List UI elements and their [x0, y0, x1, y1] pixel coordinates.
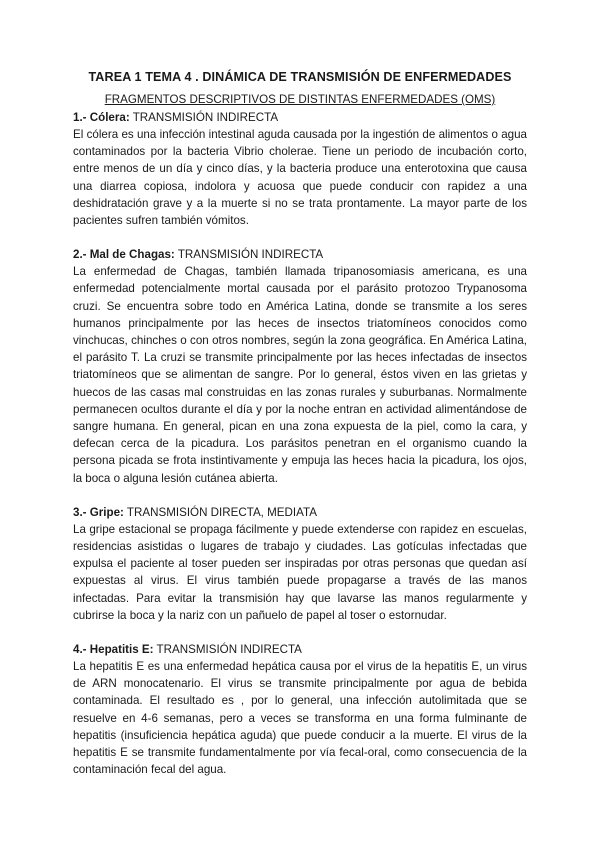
section-transmission: TRANSMISIÓN INDIRECTA	[156, 643, 302, 657]
document-page	[73, 68, 527, 779]
section-body: La enfermedad de Chagas, también llamada tripanosomiasis americana, es una enfermedad potencialmente mortal causada por el parásito protozoo Trypanosoma cruzi. Se encuentra sobre todo en América Latina, donde se transmite a los seres humanos principalmente por las heces de insectos triatomíneos conocidos como vinchucas, chinches o con otros nombres, según la zona geográfica. En América Latina, el parásito T. La cruzi se transmite principalmente por las heces infectadas de insectos triatomíneos que se alimentan de sangre. Por lo general, éstos viven en las grietas y huecos de las casas mal construidas en las zonas rurales y suburbanas. Normalmente permanecen ocultos durante el día y por la noche entran en actividad alimentándose de sangre humana. En general, pican en una zona expuesta de la piel, como la cara, y defecan cerca de la picadura. Los parásitos penetran en el organismo cuando la persona picada se frota instintivamente y empuja las heces hacia la picadura, los ojos, la boca o alguna lesión cutánea abierta.	[73, 265, 527, 485]
section-heading	[73, 247, 527, 263]
section-transmission: TRANSMISIÓN DIRECTA, MEDIATA	[126, 505, 317, 519]
section-chagas	[73, 247, 527, 487]
section-heading	[73, 642, 527, 658]
section-title: 4.- Hepatitis E:	[73, 643, 154, 657]
section-colera	[73, 110, 527, 229]
section-body: La gripe estacional se propaga fácilmente y puede extenderse con rapidez en escuelas, residencias asistidas o lugares de trabajo y ciudades. Las gotículas infectadas que expulsa el paciente al toser pueden ser inspiradas por otras personas que quedan así expuestas al virus. El virus también puede propagarse a través de las manos infectadas. Para evitar la transmisión hay que lavarse las manos regularmente y cubrirse la boca y la nariz con un pañuelo de papel al toser o estornudar.	[73, 522, 527, 622]
section-title: 3.- Gripe:	[73, 505, 124, 519]
section-heading	[73, 505, 527, 521]
section-heading	[73, 110, 527, 126]
section-hepatitis-e	[73, 642, 527, 778]
section-transmission: TRANSMISIÓN INDIRECTA	[132, 111, 279, 124]
document-title: TAREA 1 TEMA 4 . DINÁMICA DE TRANSMISIÓN DE ENFERMEDADES	[88, 70, 512, 84]
document-subtitle: FRAGMENTOS DESCRIPTIVOS DE DISTINTAS ENFERMEDADES (OMS)	[104, 93, 496, 106]
section-body: El cólera es una infección intestinal aguda causada por la ingestión de alimentos o agua contaminados por la bacteria Vibrio cholerae. Tiene un periodo de incubación corto, entre menos de un día y cinco días, y la bacteria produce una enterotoxina que causa una diarrea copiosa, indolora y acuosa que puede conducir con rapidez a una deshidratación grave y a la muerte si no se trata prontamente. La mayor parte de los pacientes sufren también vómitos.	[73, 128, 527, 228]
section-gripe	[73, 505, 527, 624]
section-title: 1.- Cólera:	[73, 111, 130, 124]
section-body: La hepatitis E es una enfermedad hepática causa por el virus de la hepatitis E, un virus de ARN monocatenario. El virus se transmite principalmente por agua de bebida contaminada. El resultado es , por lo general, una infección autolimitada que se resuelve en 4-6 semanas, pero a veces se transforma en una forma fulminante de hepatitis (insuficiencia hepática aguda) que puede conducir a la muerte. El virus de la hepatitis E se transmite fundamentalmente por vía fecal-oral, como consecuencia de la contaminación fecal del agua.	[73, 660, 527, 777]
section-title: 2.- Mal de Chagas:	[73, 248, 175, 262]
section-transmission: TRANSMISIÓN INDIRECTA	[177, 248, 324, 262]
